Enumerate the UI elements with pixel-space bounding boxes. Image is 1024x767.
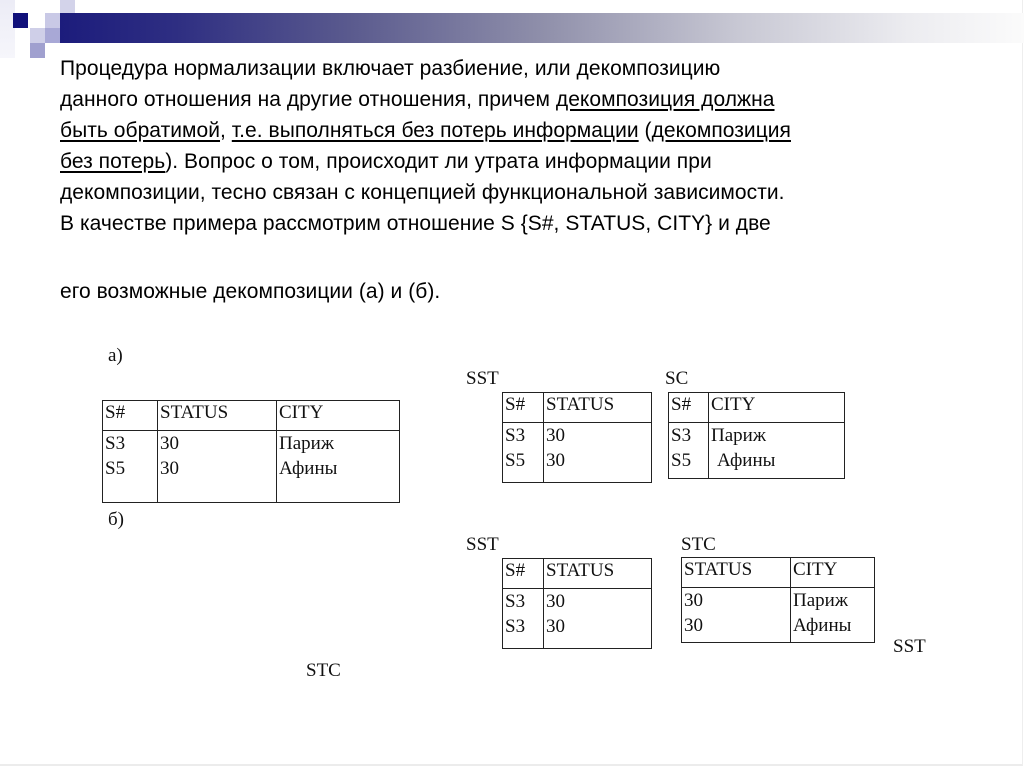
header-cell: CITY xyxy=(791,558,875,588)
text-span: Процедура нормализации включает разбиение, или декомпозицию xyxy=(60,57,721,80)
header-gradient-bar xyxy=(60,13,1024,43)
deco-square xyxy=(45,13,60,28)
table-name-sst-a: SST xyxy=(466,368,499,389)
table-header-row xyxy=(103,401,400,431)
paragraph-line xyxy=(60,53,990,84)
paragraph-line: его возможные декомпозиции (а) и (б). xyxy=(60,280,441,303)
paragraph-line xyxy=(60,208,990,239)
header-cell: STATUS xyxy=(544,559,652,589)
body-paragraph xyxy=(60,53,990,307)
col-status: 30 30 xyxy=(158,431,277,503)
table-s xyxy=(102,400,400,503)
header-cell: S# xyxy=(669,393,709,423)
deco-square xyxy=(0,0,15,58)
table-sst-a: S# STATUS S3 S5 30 30 xyxy=(502,392,652,483)
underlined-term: быть обратимой xyxy=(60,119,221,142)
label-b: б) xyxy=(108,509,124,530)
deco-square xyxy=(30,43,45,58)
underlined-term: декомпозиция xyxy=(651,119,791,142)
header-cell: S# xyxy=(103,401,158,431)
text-span: В качестве примера рассмотрим отношение S {S#, STATUS, CITY} и две xyxy=(60,212,771,235)
label-a: а) xyxy=(108,345,123,366)
paragraph-line xyxy=(60,115,990,146)
underlined-term: без потерь xyxy=(60,150,166,173)
table-stc: STATUS CITY 30 30 Париж Афины xyxy=(681,557,875,643)
paragraph-line xyxy=(60,146,990,177)
deco-square xyxy=(30,28,45,43)
header-cell: S# xyxy=(503,559,544,589)
col-s: S3 S5 xyxy=(103,431,158,503)
text-span: декомпозиции, тесно связан с концепцией функциональной зависимости. xyxy=(60,181,785,204)
deco-square xyxy=(13,13,28,28)
paragraph-gap xyxy=(60,239,990,276)
header-cell: CITY xyxy=(709,393,845,423)
text-span: , xyxy=(220,119,232,142)
underlined-term: т.е. выполняться без потерь информации xyxy=(231,119,639,142)
header-cell: STATUS xyxy=(544,393,652,423)
table-name-sst-b: SST xyxy=(466,534,499,555)
underlined-term: декомпозиция должна xyxy=(555,88,775,111)
header-cell: STATUS xyxy=(682,558,791,588)
paragraph-line xyxy=(60,84,990,115)
col-city: Париж Афины xyxy=(277,431,400,503)
header-cell: STATUS xyxy=(158,401,277,431)
table-name-sc: SC xyxy=(665,368,689,389)
table-body xyxy=(103,431,400,503)
text-span: ). Вопрос о том, происходит ли утрата информации при xyxy=(165,150,712,173)
label-sst-right: SST xyxy=(893,636,926,657)
deco-square xyxy=(60,0,75,13)
table-sst-b: S# STATUS S3 S3 30 30 xyxy=(502,558,652,649)
paragraph-line xyxy=(60,177,990,208)
text-span: данного отношения на другие отношения, причем xyxy=(60,88,556,111)
label-stc-bottom: STC xyxy=(306,660,341,681)
header-cell: S# xyxy=(503,393,544,423)
table-sc: S# CITY S3 S5 Париж Афины xyxy=(668,392,845,479)
deco-square xyxy=(45,28,60,43)
header-cell: CITY xyxy=(277,401,400,431)
table-name-stc: STC xyxy=(681,534,716,555)
text-span: ( xyxy=(638,119,652,142)
